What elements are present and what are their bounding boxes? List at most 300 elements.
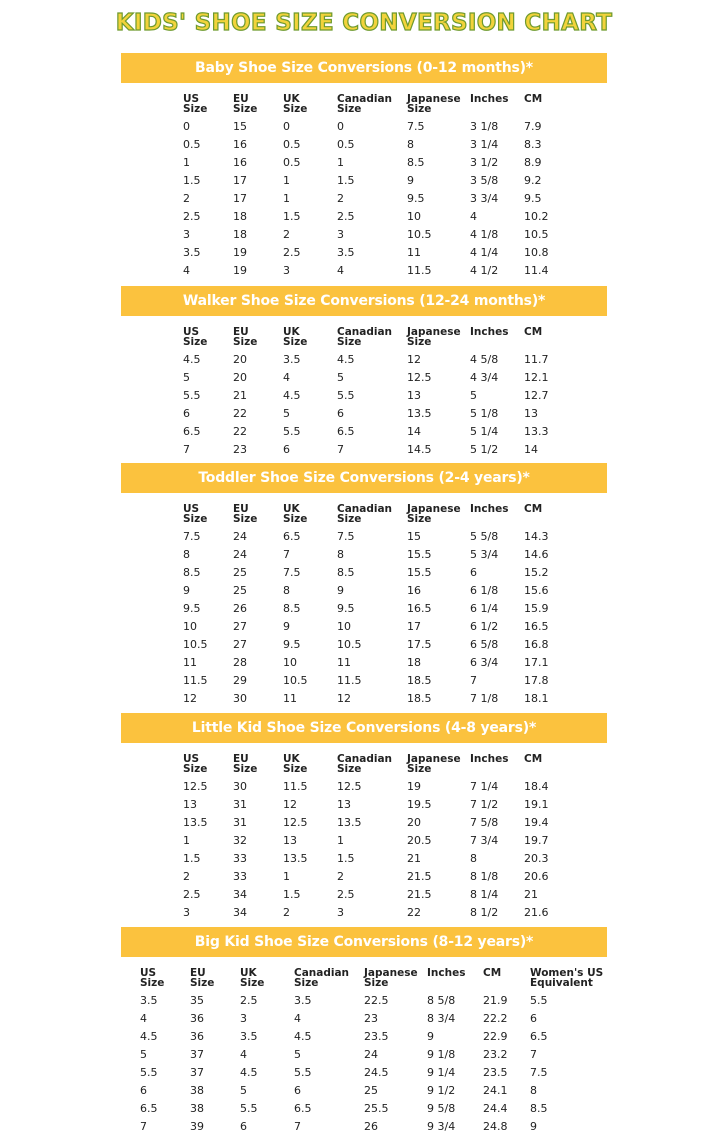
- table-cell-cm: 12.7: [524, 389, 549, 402]
- table-cell-ca: 7: [337, 443, 344, 456]
- table-cell-uk: 6: [283, 443, 290, 456]
- column-header-line: Size: [233, 513, 258, 525]
- table-cell-uk: 1: [283, 192, 290, 205]
- table-cell-uk: 10: [283, 656, 297, 669]
- table-cell-us: 10: [183, 620, 197, 633]
- table-cell-us: 6: [183, 407, 190, 420]
- table-cell-ca: 3.5: [294, 994, 312, 1007]
- table-cell-uk: 2: [283, 228, 290, 241]
- table-cell-eu: 17: [233, 174, 247, 187]
- table-cell-in: 4 1/8: [470, 228, 499, 241]
- table-cell-ca: 0.5: [337, 138, 355, 151]
- table-cell-eu: 15: [233, 120, 247, 133]
- table-cell-eu: 25: [233, 584, 247, 597]
- table-cell-ca: 11: [337, 656, 351, 669]
- column-header-line: Women's US: [530, 967, 604, 979]
- table-cell-eu: 38: [190, 1102, 204, 1115]
- table-cell-uk: 8: [283, 584, 290, 597]
- column-header-line: US: [183, 503, 200, 515]
- table-cell-in: 6 1/4: [470, 602, 499, 615]
- table-cell-us: 0: [183, 120, 190, 133]
- column-header-cm: [524, 94, 542, 104]
- table-cell-jp: 7.5: [407, 120, 425, 133]
- column-header-line: Size: [233, 763, 258, 775]
- column-header-jp: [364, 968, 418, 988]
- table-cell-us: 10.5: [183, 638, 208, 651]
- table-cell-ca: 7.5: [337, 530, 355, 543]
- table-cell-in: 8 1/4: [470, 888, 499, 901]
- table-cell-us: 7: [183, 443, 190, 456]
- table-cell-us: 1.5: [183, 174, 201, 187]
- table-cell-uk: 5: [283, 407, 290, 420]
- section-title: Little Kid Shoe Size Conversions (4-8 years)*: [121, 713, 607, 743]
- column-header-jp: [407, 94, 461, 114]
- table-cell-jp: 20: [407, 816, 421, 829]
- table-cell-in: 9 1/8: [427, 1048, 456, 1061]
- table-cell-uk: 3.5: [283, 353, 301, 366]
- table-cell-in: 3 1/8: [470, 120, 499, 133]
- column-header-us: [183, 94, 207, 114]
- table-cell-cm: 22.9: [483, 1030, 508, 1043]
- table-cell-eu: 17: [233, 192, 247, 205]
- table-cell-cm: 24.1: [483, 1084, 508, 1097]
- table-cell-us: 1: [183, 834, 190, 847]
- table-cell-jp: 20.5: [407, 834, 432, 847]
- table-cell-eu: 34: [233, 888, 247, 901]
- table-cell-ca: 12: [337, 692, 351, 705]
- table-cell-us: 12: [183, 692, 197, 705]
- table-cell-cm: 9.2: [524, 174, 542, 187]
- table-cell-eu: 20: [233, 353, 247, 366]
- column-header-ca: [294, 968, 349, 988]
- table-cell-us: 8.5: [183, 566, 201, 579]
- table-cell-in: 3 3/4: [470, 192, 499, 205]
- column-header-eu: [233, 504, 257, 524]
- table-cell-uk: 11: [283, 692, 297, 705]
- column-header-line: Japanese: [407, 753, 461, 765]
- table-cell-eu: 28: [233, 656, 247, 669]
- table-cell-cm: 14.6: [524, 548, 549, 561]
- table-cell-eu: 32: [233, 834, 247, 847]
- table-cell-jp: 14: [407, 425, 421, 438]
- table-cell-uk: 4.5: [240, 1066, 258, 1079]
- column-header-line: Size: [140, 977, 165, 989]
- table-cell-uk: 6.5: [283, 530, 301, 543]
- table-cell-jp: 17: [407, 620, 421, 633]
- column-header-line: Inches: [427, 967, 466, 979]
- table-cell-jp: 16: [407, 584, 421, 597]
- table-cell-cm: 19.7: [524, 834, 549, 847]
- table-cell-in: 8 1/8: [470, 870, 499, 883]
- table-cell-uk: 2.5: [283, 246, 301, 259]
- column-header-us: [183, 504, 207, 524]
- table-cell-us: 11.5: [183, 674, 208, 687]
- table-cell-cm: 18.4: [524, 780, 549, 793]
- column-header-line: Inches: [470, 503, 509, 515]
- table-cell-wus: 8.5: [530, 1102, 548, 1115]
- column-header-line: Size: [240, 977, 265, 989]
- table-cell-cm: 15.6: [524, 584, 549, 597]
- column-header-line: Size: [183, 336, 208, 348]
- column-header-us: [183, 754, 207, 774]
- column-header-line: Size: [283, 513, 308, 525]
- column-header-line: CM: [524, 753, 543, 765]
- column-header-line: EU: [233, 93, 249, 105]
- column-header-line: Canadian: [294, 967, 350, 979]
- table-cell-ca: 5.5: [294, 1066, 312, 1079]
- column-header-line: Japanese: [407, 503, 461, 515]
- table-cell-uk: 10.5: [283, 674, 308, 687]
- table-cell-in: 6 5/8: [470, 638, 499, 651]
- column-header-ca: [337, 327, 392, 347]
- table-cell-cm: 21.9: [483, 994, 508, 1007]
- table-cell-jp: 16.5: [407, 602, 432, 615]
- table-cell-eu: 36: [190, 1030, 204, 1043]
- table-cell-uk: 1: [283, 174, 290, 187]
- column-header-line: Size: [190, 977, 215, 989]
- column-header-in: [470, 754, 508, 764]
- column-header-cm: [483, 968, 501, 978]
- section-title: Walker Shoe Size Conversions (12-24 months)*: [121, 286, 607, 316]
- table-cell-eu: 35: [190, 994, 204, 1007]
- table-cell-cm: 13.3: [524, 425, 549, 438]
- table-cell-uk: 2.5: [240, 994, 258, 1007]
- column-header-eu: [233, 94, 257, 114]
- table-cell-us: 3.5: [140, 994, 158, 1007]
- table-cell-uk: 1.5: [283, 210, 301, 223]
- table-cell-in: 7 5/8: [470, 816, 499, 829]
- table-cell-wus: 6.5: [530, 1030, 548, 1043]
- table-cell-uk: 2: [283, 906, 290, 919]
- table-cell-us: 2.5: [183, 888, 201, 901]
- table-cell-us: 4.5: [183, 353, 201, 366]
- table-cell-eu: 39: [190, 1120, 204, 1133]
- column-header-line: Size: [283, 336, 308, 348]
- table-cell-jp: 19: [407, 780, 421, 793]
- table-cell-us: 2: [183, 870, 190, 883]
- table-cell-uk: 0: [283, 120, 290, 133]
- table-cell-jp: 12: [407, 353, 421, 366]
- table-cell-cm: 17.8: [524, 674, 549, 687]
- column-header-line: US: [183, 326, 200, 338]
- column-header-line: Size: [233, 103, 258, 115]
- table-cell-in: 5 1/2: [470, 443, 499, 456]
- column-header-line: Size: [337, 763, 362, 775]
- table-cell-eu: 25: [233, 566, 247, 579]
- table-cell-ca: 6.5: [294, 1102, 312, 1115]
- column-header-line: CM: [524, 93, 543, 105]
- table-cell-us: 12.5: [183, 780, 208, 793]
- column-header-line: US: [183, 753, 200, 765]
- table-cell-ca: 7: [294, 1120, 301, 1133]
- column-header-line: Canadian: [337, 503, 393, 515]
- table-cell-cm: 20.3: [524, 852, 549, 865]
- table-cell-us: 4: [140, 1012, 147, 1025]
- table-cell-eu: 38: [190, 1084, 204, 1097]
- table-cell-ca: 4.5: [337, 353, 355, 366]
- column-header-eu: [190, 968, 214, 988]
- table-cell-us: 3: [183, 906, 190, 919]
- table-cell-ca: 3.5: [337, 246, 355, 259]
- column-header-line: Equivalent: [530, 977, 593, 989]
- table-cell-jp: 8: [407, 138, 414, 151]
- table-cell-uk: 3.5: [240, 1030, 258, 1043]
- table-cell-uk: 0.5: [283, 138, 301, 151]
- table-cell-in: 8 5/8: [427, 994, 456, 1007]
- table-cell-cm: 11.7: [524, 353, 549, 366]
- table-cell-cm: 15.9: [524, 602, 549, 615]
- column-header-us: [140, 968, 164, 988]
- table-cell-eu: 16: [233, 138, 247, 151]
- column-header-line: Size: [283, 103, 308, 115]
- table-cell-ca: 5: [337, 371, 344, 384]
- table-cell-us: 2: [183, 192, 190, 205]
- table-cell-jp: 26: [364, 1120, 378, 1133]
- table-cell-jp: 13.5: [407, 407, 432, 420]
- table-cell-eu: 26: [233, 602, 247, 615]
- table-cell-in: 7 1/4: [470, 780, 499, 793]
- table-cell-jp: 22.5: [364, 994, 389, 1007]
- table-cell-cm: 22.2: [483, 1012, 508, 1025]
- column-header-cm: [524, 504, 542, 514]
- column-header-us: [183, 327, 207, 347]
- table-cell-in: 8: [470, 852, 477, 865]
- table-cell-cm: 13: [524, 407, 538, 420]
- section-title: Toddler Shoe Size Conversions (2-4 years)*: [121, 463, 607, 493]
- table-cell-wus: 7: [530, 1048, 537, 1061]
- table-cell-ca: 1: [337, 834, 344, 847]
- table-cell-eu: 37: [190, 1066, 204, 1079]
- column-header-line: Size: [407, 513, 432, 525]
- table-cell-uk: 11.5: [283, 780, 308, 793]
- table-cell-ca: 8.5: [337, 566, 355, 579]
- table-cell-jp: 24: [364, 1048, 378, 1061]
- table-cell-jp: 25: [364, 1084, 378, 1097]
- table-cell-us: 6.5: [140, 1102, 158, 1115]
- table-cell-uk: 3: [240, 1012, 247, 1025]
- table-cell-ca: 6: [294, 1084, 301, 1097]
- column-header-line: UK: [240, 967, 257, 979]
- table-cell-us: 2.5: [183, 210, 201, 223]
- table-cell-jp: 23: [364, 1012, 378, 1025]
- table-cell-cm: 10.5: [524, 228, 549, 241]
- column-header-line: UK: [283, 326, 300, 338]
- table-cell-eu: 24: [233, 530, 247, 543]
- table-cell-wus: 7.5: [530, 1066, 548, 1079]
- column-header-line: Inches: [470, 753, 509, 765]
- column-header-line: CM: [483, 967, 502, 979]
- column-header-line: CM: [524, 503, 543, 515]
- table-cell-uk: 13.5: [283, 852, 308, 865]
- column-header-in: [427, 968, 465, 978]
- table-cell-cm: 8.3: [524, 138, 542, 151]
- table-cell-jp: 21: [407, 852, 421, 865]
- table-cell-in: 5 1/8: [470, 407, 499, 420]
- column-header-jp: [407, 504, 461, 524]
- table-cell-jp: 23.5: [364, 1030, 389, 1043]
- table-cell-eu: 36: [190, 1012, 204, 1025]
- column-header-line: Canadian: [337, 326, 393, 338]
- table-cell-cm: 14.3: [524, 530, 549, 543]
- table-cell-cm: 23.5: [483, 1066, 508, 1079]
- table-cell-us: 5: [183, 371, 190, 384]
- table-cell-in: 6 3/4: [470, 656, 499, 669]
- table-cell-eu: 27: [233, 638, 247, 651]
- table-cell-us: 0.5: [183, 138, 201, 151]
- table-cell-us: 4: [183, 264, 190, 277]
- table-cell-eu: 23: [233, 443, 247, 456]
- table-cell-jp: 10: [407, 210, 421, 223]
- column-header-line: Size: [364, 977, 389, 989]
- table-cell-ca: 5: [294, 1048, 301, 1061]
- table-cell-uk: 6: [240, 1120, 247, 1133]
- column-header-line: Size: [337, 513, 362, 525]
- table-cell-us: 7.5: [183, 530, 201, 543]
- column-header-line: EU: [233, 753, 249, 765]
- column-header-cm: [524, 754, 542, 764]
- table-cell-cm: 19.4: [524, 816, 549, 829]
- table-cell-cm: 16.5: [524, 620, 549, 633]
- table-cell-eu: 18: [233, 228, 247, 241]
- table-cell-us: 5.5: [140, 1066, 158, 1079]
- table-cell-us: 13: [183, 798, 197, 811]
- table-cell-ca: 4: [337, 264, 344, 277]
- table-cell-jp: 22: [407, 906, 421, 919]
- column-header-ca: [337, 504, 392, 524]
- column-header-uk: [283, 754, 307, 774]
- table-cell-uk: 8.5: [283, 602, 301, 615]
- column-header-line: Size: [337, 336, 362, 348]
- column-header-line: Size: [337, 103, 362, 115]
- table-cell-eu: 29: [233, 674, 247, 687]
- table-cell-eu: 20: [233, 371, 247, 384]
- column-header-line: Inches: [470, 326, 509, 338]
- table-cell-in: 7 3/4: [470, 834, 499, 847]
- table-cell-cm: 15.2: [524, 566, 549, 579]
- table-cell-jp: 19.5: [407, 798, 432, 811]
- table-cell-cm: 10.8: [524, 246, 549, 259]
- table-cell-in: 5 5/8: [470, 530, 499, 543]
- table-cell-us: 11: [183, 656, 197, 669]
- table-cell-jp: 21.5: [407, 888, 432, 901]
- table-cell-jp: 9.5: [407, 192, 425, 205]
- table-cell-jp: 9: [407, 174, 414, 187]
- table-cell-ca: 9.5: [337, 602, 355, 615]
- table-cell-us: 1: [183, 156, 190, 169]
- table-cell-eu: 22: [233, 425, 247, 438]
- table-cell-in: 4: [470, 210, 477, 223]
- column-header-line: Size: [183, 763, 208, 775]
- table-cell-in: 5 3/4: [470, 548, 499, 561]
- table-cell-uk: 4.5: [283, 389, 301, 402]
- column-header-line: CM: [524, 326, 543, 338]
- table-cell-in: 9 1/4: [427, 1066, 456, 1079]
- table-cell-us: 3.5: [183, 246, 201, 259]
- table-cell-in: 9 3/4: [427, 1120, 456, 1133]
- table-cell-in: 4 5/8: [470, 353, 499, 366]
- table-cell-eu: 19: [233, 264, 247, 277]
- table-cell-jp: 13: [407, 389, 421, 402]
- table-cell-uk: 13: [283, 834, 297, 847]
- table-cell-ca: 1.5: [337, 174, 355, 187]
- column-header-in: [470, 94, 508, 104]
- table-cell-uk: 9: [283, 620, 290, 633]
- table-cell-eu: 27: [233, 620, 247, 633]
- table-cell-us: 9.5: [183, 602, 201, 615]
- column-header-line: Size: [407, 103, 432, 115]
- table-cell-cm: 21: [524, 888, 538, 901]
- column-header-line: Japanese: [407, 326, 461, 338]
- column-header-uk: [283, 94, 307, 114]
- column-header-line: US: [183, 93, 200, 105]
- column-header-line: UK: [283, 753, 300, 765]
- table-cell-uk: 12: [283, 798, 297, 811]
- table-cell-cm: 17.1: [524, 656, 549, 669]
- column-header-line: Size: [233, 336, 258, 348]
- column-header-line: Size: [283, 763, 308, 775]
- table-cell-cm: 23.2: [483, 1048, 508, 1061]
- column-header-cm: [524, 327, 542, 337]
- table-cell-ca: 2.5: [337, 210, 355, 223]
- column-header-jp: [407, 754, 461, 774]
- column-header-line: US: [140, 967, 157, 979]
- table-cell-wus: 5.5: [530, 994, 548, 1007]
- table-cell-jp: 24.5: [364, 1066, 389, 1079]
- table-cell-us: 4.5: [140, 1030, 158, 1043]
- table-cell-eu: 30: [233, 780, 247, 793]
- table-cell-uk: 4: [240, 1048, 247, 1061]
- column-header-line: Size: [407, 763, 432, 775]
- table-cell-in: 6 1/2: [470, 620, 499, 633]
- table-cell-wus: 8: [530, 1084, 537, 1097]
- table-cell-eu: 31: [233, 816, 247, 829]
- table-cell-ca: 2: [337, 192, 344, 205]
- table-cell-in: 8 1/2: [470, 906, 499, 919]
- table-cell-jp: 11: [407, 246, 421, 259]
- table-cell-in: 4 1/2: [470, 264, 499, 277]
- table-cell-cm: 19.1: [524, 798, 549, 811]
- table-cell-eu: 33: [233, 852, 247, 865]
- table-cell-jp: 15.5: [407, 566, 432, 579]
- table-cell-cm: 12.1: [524, 371, 549, 384]
- table-cell-in: 6 1/8: [470, 584, 499, 597]
- table-cell-in: 3 5/8: [470, 174, 499, 187]
- table-cell-us: 3: [183, 228, 190, 241]
- table-cell-us: 13.5: [183, 816, 208, 829]
- page-title: KIDS' SHOE SIZE CONVERSION CHART: [115, 10, 613, 36]
- table-cell-cm: 24.4: [483, 1102, 508, 1115]
- table-cell-jp: 18.5: [407, 674, 432, 687]
- table-cell-ca: 11.5: [337, 674, 362, 687]
- column-header-line: EU: [233, 326, 249, 338]
- table-cell-us: 6.5: [183, 425, 201, 438]
- column-header-in: [470, 504, 508, 514]
- table-cell-jp: 18.5: [407, 692, 432, 705]
- table-cell-cm: 21.6: [524, 906, 549, 919]
- table-cell-jp: 17.5: [407, 638, 432, 651]
- table-cell-us: 6: [140, 1084, 147, 1097]
- table-cell-cm: 7.9: [524, 120, 542, 133]
- column-header-uk: [240, 968, 264, 988]
- table-cell-ca: 2.5: [337, 888, 355, 901]
- table-cell-cm: 20.6: [524, 870, 549, 883]
- table-cell-ca: 3: [337, 906, 344, 919]
- table-cell-eu: 19: [233, 246, 247, 259]
- table-cell-uk: 0.5: [283, 156, 301, 169]
- table-cell-ca: 9: [337, 584, 344, 597]
- column-header-uk: [283, 504, 307, 524]
- table-cell-us: 5: [140, 1048, 147, 1061]
